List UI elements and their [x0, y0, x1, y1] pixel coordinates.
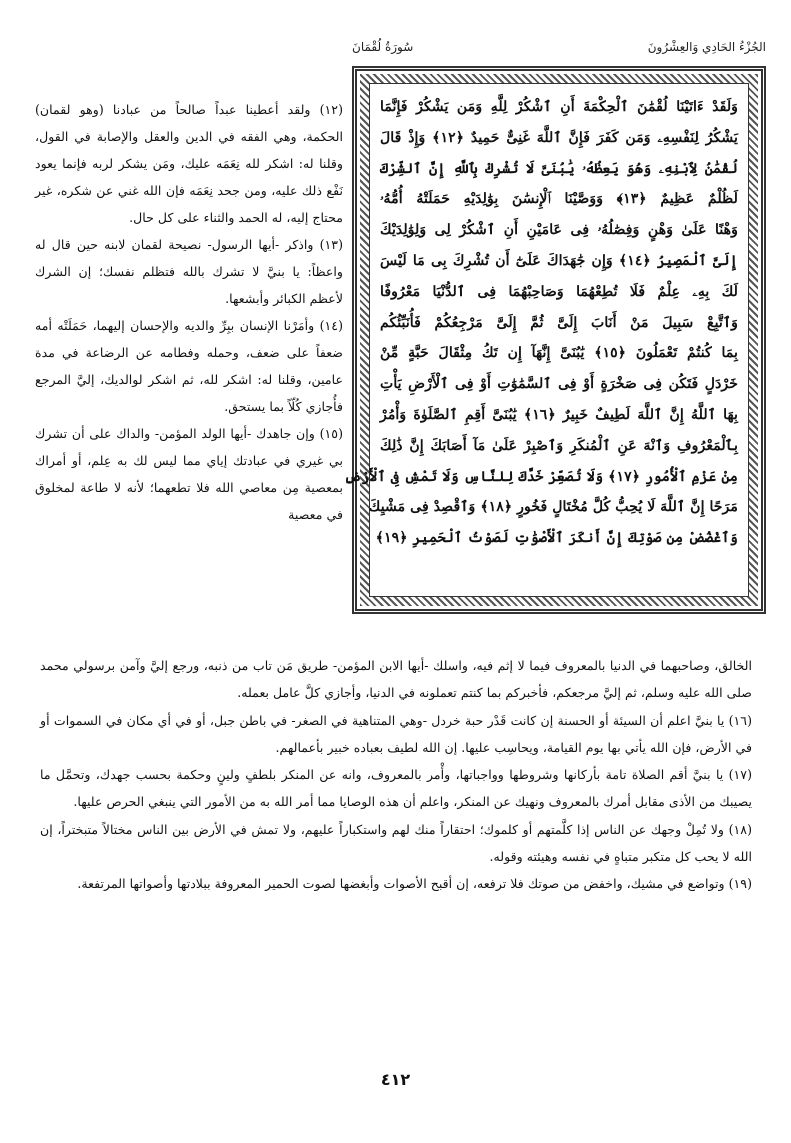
tafsir-paragraph: (١٩) وتواضع في مشيك، واخفض من صوتك فلا ترفعه، إن أقبح الأصوات وأبغضها لصوت الحمير المعروفة ببلادتها وأصواتها المرتفعة.: [77, 876, 752, 892]
tafsir-full-width: [40, 652, 752, 898]
quran-line: لَكَ بِهِۦ عِلْمٌ فَلَا تُطِعْهُمَا وَصَاحِبْهُمَا فِى ٱلدُّنْيَا مَعْرُوفًا: [380, 283, 738, 300]
tafsir-paragraph: (١٧) يا بنيَّ أقم الصلاة تامة بأركانها وشروطها وواجباتها، وأْمر بالمعروف، وانه عن المنكر بلطفٍ ولينٍ وحكمة بحسب جهدك، وتحمَّل ما يصيبك من الأذى مقابل أمرك بالمعروف ونهيك عن المنكر، واعلم أن هذه الوصايا مما أمر الله به من الأمور التي ينبغي الحرص عليها.: [40, 767, 752, 810]
quran-line: لَظُلْمٌ عَظِيمٌ ﴿١٣﴾ وَوَصَّيْنَا ٱلْإِنسَٰنَ بِوَٰلِدَيْهِ حَمَلَتْهُ أُمُّهُۥ: [380, 191, 738, 208]
quran-line: خَرْدَلٍ فَتَكُن فِى صَخْرَةٍ أَوْ فِى ٱلسَّمَٰوَٰتِ أَوْ فِى ٱلْأَرْضِ يَأْتِ: [380, 376, 738, 393]
page-number: ٤١٢: [380, 1070, 411, 1089]
quran-line: يَشْكُرُ لِنَفْسِهِۦ وَمَن كَفَرَ فَإِنَّ ٱللَّهَ غَنِىٌّ حَمِيدٌ ﴿١٢﴾ وَإِذْ قَالَ: [380, 129, 739, 146]
page-header: [352, 40, 766, 62]
quran-line: وَٱغْضُضْ مِن صَوْتِكَ إِنَّ أَنكَرَ ٱلْأَصْوَٰتِ لَصَوْتُ ٱلْحَمِيرِ ﴿١٩﴾: [375, 530, 738, 547]
ornamental-border: [344, 74, 758, 606]
tafsir-paragraph: الخالق، وصاحبهما في الدنيا بالمعروف فيما لا إثم فيه، واسلك -أيها الابن المؤمن- طريق مَن تاب من ذنبه، ورجع إليَّ وآمن برسولي محمد صلى الله عليه وسلم، ثم إليَّ مرجعكم، فأخبركم بما كنتم تعملونه في الدنيا، وأجازي كلَّ عامل بعمله.: [40, 658, 752, 701]
quran-line: لُقْمَٰنُ لِٱبْنِهِۦ وَهُوَ يَعِظُهُۥ يَٰبُنَىَّ لَا تُشْرِكْ بِٱللَّهِ إِنَّ ٱلشِّرْكَ: [380, 160, 738, 177]
quran-line: وَهْنًا عَلَىٰ وَهْنٍ وَفِصَٰلُهُۥ فِى عَامَيْنِ أَنِ ٱشْكُرْ لِى وَلِوَٰلِدَيْكَ: [380, 222, 738, 239]
tafsir-side-column: [35, 96, 343, 528]
quran-text-block: [344, 83, 749, 597]
quran-line: مِنْ عَزْمِ ٱلْأُمُورِ ﴿١٧﴾ وَلَا تُصَعِّرْ خَدَّكَ لِلنَّاسِ وَلَا تَمْشِ فِى ٱلْأَرْضِ: [344, 468, 738, 485]
tafsir-paragraph: (١٨) ولا تُمِلْ وجهك عن الناس إذا كلَّمتهم أو كلموك؛ احتقاراً منك لهم واستكباراً عليهم، ولا تمش في الأرض بين الناس مختالاً متبختراً، إن الله لا يحب كل متكبر متباهٍ في نفسه وهيئته وقوله.: [40, 821, 752, 865]
tafsir-paragraph: (١٢) ولقد أعطينا عبداً صالحاً من عبادنا (وهو لقمان) الحكمة، وهي الفقه في الدين والعقل والإصابة في القول، وقلنا له: اشكر لله نِعَمَه عليك، ومَن يشكر لربه فإنما يعود نَفْع ذلك عليه، ومن جحد نِعَمَه فإن الله غني عن شكره، غير محتاج إليه، له الحمد والثناء على كل حال.: [35, 102, 343, 225]
quran-line: بِهَا ٱللَّهُ إِنَّ ٱللَّهَ لَطِيفٌ خَبِيرٌ ﴿١٦﴾ يَٰبُنَىَّ أَقِمِ ٱلصَّلَوٰةَ وَأْمُرْ: [380, 406, 738, 423]
quran-line: إِلَىَّ ٱلْمَصِيرُ ﴿١٤﴾ وَإِن جَٰهَدَاكَ عَلَىٰٓ أَن تُشْرِكَ بِى مَا لَيْسَ: [380, 252, 738, 269]
surah-label: سُورَةُ لُقْمَانَ: [352, 40, 414, 54]
quran-line: وَلَقَدْ ءَاتَيْنَا لُقْمَٰنَ ٱلْحِكْمَةَ أَنِ ٱشْكُرْ لِلَّهِ وَمَن يَشْكُرْ فَإِنَّمَا: [380, 99, 738, 115]
quran-text-frame: [344, 66, 766, 614]
tafsir-paragraph: (١٤) وأمَرْنا الإنسان ببِرِّ والديه والإحسان إليهما، حَمَلَتْه أمه ضعفاً على ضعف، وحمله وفطامه عن الرضاعة في مدة عامين، وقلنا له: اشكر لله، ثم اشكر لوالديك، إليَّ المرجع فأُجازي كُلّاً بما يستحق.: [35, 318, 343, 414]
quran-line: وَٱتَّبِعْ سَبِيلَ مَنْ أَنَابَ إِلَىَّ ثُمَّ إِلَىَّ مَرْجِعُكُمْ فَأُنَبِّئُكُم: [380, 314, 738, 331]
quran-line: مَرَحًا إِنَّ ٱللَّهَ لَا يُحِبُّ كُلَّ مُخْتَالٍ فَخُورٍ ﴿١٨﴾ وَٱقْصِدْ فِى مَشْيِكَ: [368, 499, 738, 516]
quran-line: بِٱلْمَعْرُوفِ وَٱنْهَ عَنِ ٱلْمُنكَرِ وَٱصْبِرْ عَلَىٰ مَآ أَصَابَكَ إِنَّ ذَٰلِكَ: [380, 437, 738, 454]
juz-label: الجُزْءُ الحَادِي وَالعِشْرُونَ: [647, 40, 766, 54]
quran-line: بِمَا كُنتُمْ تَعْمَلُونَ ﴿١٥﴾ يَٰبُنَىَّ إِنَّهَآ إِن تَكُ مِثْقَالَ حَبَّةٍ مِّنْ: [380, 345, 738, 362]
tafsir-paragraph: (١٥) وإن جاهدك -أيها الولد المؤمن- والداك على أن تشرك بي غيري في عبادتك إياي مما ليس لك به عِلم، أو أمراك بمعصية مِن معاصي الله فلا تطعهما؛ لأنه لا طاعة لمخلوق في معصية: [35, 426, 343, 522]
tafsir-paragraph: (١٦) يا بنيَّ اعلم أن السيئة أو الحسنة إن كانت قَدْر حبة خردل -وهي المتناهية في الصغر- في باطن جبل، أو في أي مكان في السموات أو في الأرض، فإن الله يأتي بها يوم القيامة، ويحاسِب عليها. إن الله لطيف بعباده خبير بأعمالهم.: [40, 712, 752, 755]
tafsir-paragraph: (١٣) واذكر -أيها الرسول- نصيحة لقمان لابنه حين قال له واعظاً: يا بنيَّ لا تشرك بالله فتظلم نفسك؛ إن الشرك لأعظم الكبائر وأبشعها.: [35, 237, 343, 306]
